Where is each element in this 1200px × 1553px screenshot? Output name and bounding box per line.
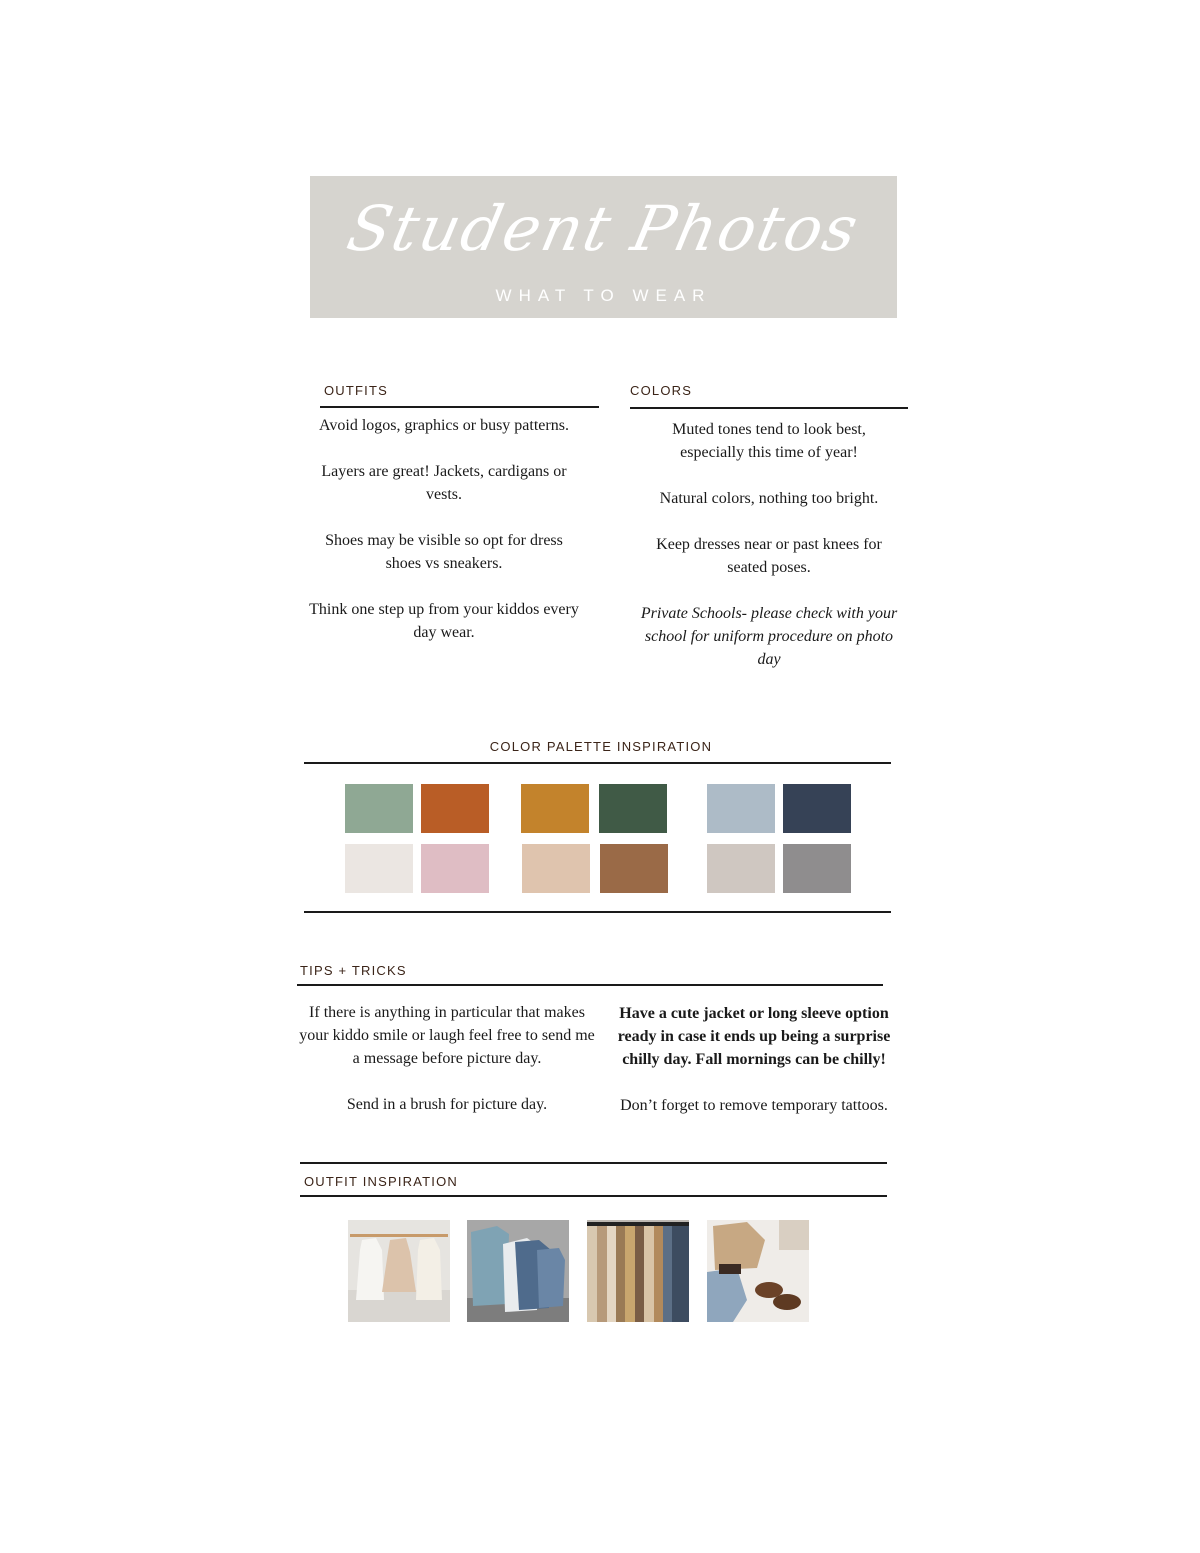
swatch-blush: [421, 844, 489, 893]
header-banner: [310, 176, 897, 318]
colors-item: Keep dresses near or past knees for seated poses.: [656, 536, 882, 576]
inspiration-heading: OUTFIT INSPIRATION: [304, 1174, 459, 1189]
palette-heading: COLOR PALETTE INSPIRATION: [489, 739, 713, 754]
swatch-dusty-blue: [707, 784, 775, 833]
outfits-item: Shoes may be visible so opt for dress shoes vs sneakers.: [325, 532, 563, 572]
tips-item-bold: Have a cute jacket or long sleeve option ready in case it ends up being a surprise chilly day. Fall mornings can be chilly!: [617, 1005, 891, 1068]
tips-left-text: [298, 1001, 596, 1139]
swatch-mustard: [521, 784, 589, 833]
photo-hanging-dresses: [348, 1220, 450, 1322]
swatch-brown: [600, 844, 668, 893]
inspiration-rule-bottom: [300, 1195, 887, 1197]
swatch-greige: [707, 844, 775, 893]
outfits-item: Avoid logos, graphics or busy patterns.: [319, 417, 569, 434]
outfits-rule: [320, 406, 599, 408]
palette-rule-top: [304, 762, 891, 764]
banner-subtitle: WHAT TO WEAR: [495, 286, 712, 305]
photo-sweater-boots: [707, 1220, 809, 1322]
tips-item: Don’t forget to remove temporary tattoos.: [620, 1097, 888, 1114]
swatch-navy: [783, 784, 851, 833]
outfits-item: Think one step up from your kiddos every day wear.: [309, 601, 579, 641]
tips-item: Send in a brush for picture day.: [346, 1096, 548, 1113]
swatch-cream: [345, 844, 413, 893]
colors-item: Natural colors, nothing too bright.: [659, 490, 879, 507]
swatch-rust: [421, 784, 489, 833]
swatch-sage: [345, 784, 413, 833]
swatch-forest: [599, 784, 667, 833]
photo-clothing-rack: [587, 1220, 689, 1322]
tips-item: If there is anything in particular that makes your kiddo smile or laugh feel free to send me a message before picture day.: [299, 1004, 595, 1067]
swatch-tan: [522, 844, 590, 893]
palette-rule-bottom: [304, 911, 891, 913]
uniform-note: Private Schools- please check with your school for uniform procedure on photo day: [640, 605, 898, 668]
tips-right-text: [608, 1002, 900, 1140]
swatch-gray: [783, 844, 851, 893]
script-title: Student Photos: [341, 192, 866, 265]
inspiration-rule-top: [300, 1162, 887, 1164]
tips-heading: TIPS + TRICKS: [300, 963, 407, 978]
outfits-text: [296, 414, 592, 667]
outfits-heading: OUTFITS: [324, 383, 389, 398]
tips-rule: [297, 984, 883, 986]
colors-item: Muted tones tend to look best, especially this time of year!: [672, 421, 866, 461]
outfits-item: Layers are great! Jackets, cardigans or vests.: [321, 463, 567, 503]
colors-rule: [630, 407, 908, 409]
photo-folded-shirts: [467, 1220, 569, 1322]
colors-text: [632, 418, 906, 694]
colors-heading: COLORS: [630, 383, 693, 398]
